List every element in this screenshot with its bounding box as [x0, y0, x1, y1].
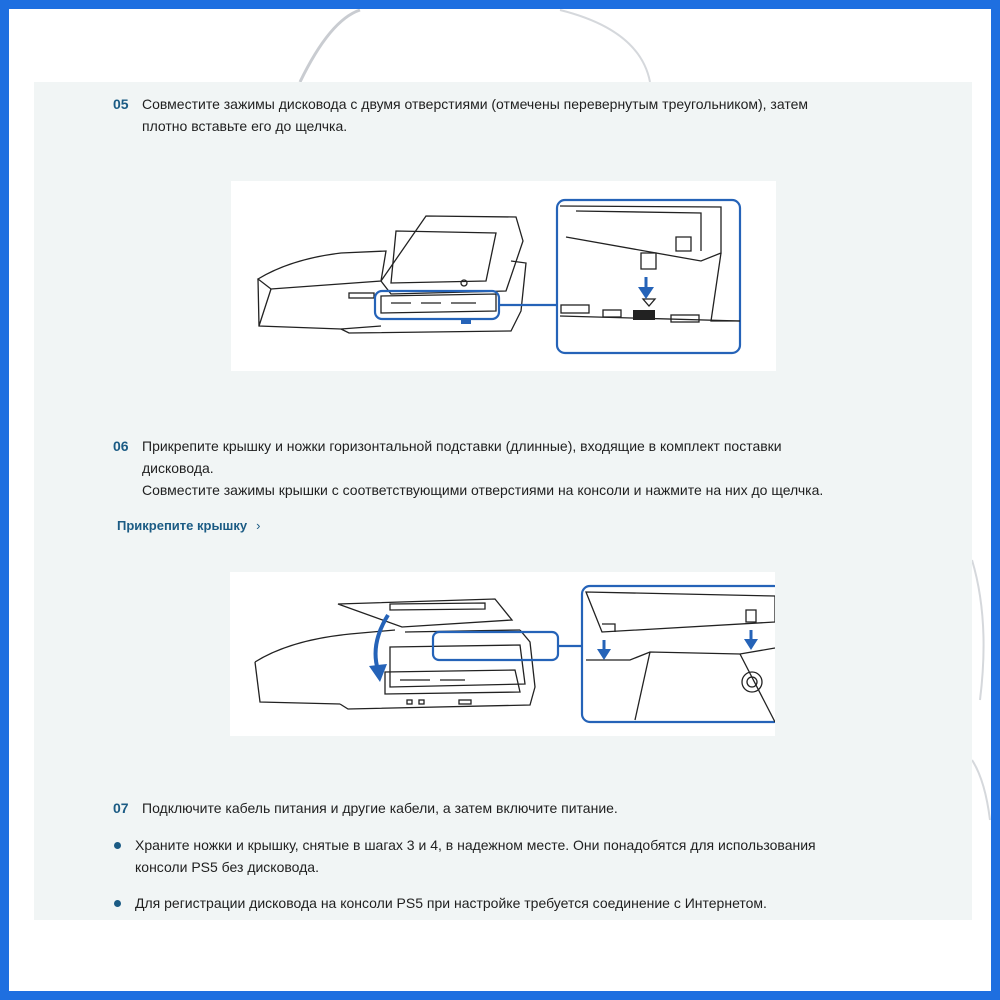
note-line: Для регистрации дисковода на консоли PS5 при настройке требуется соединение с Интернетом.: [135, 895, 767, 911]
bullet-icon: [114, 900, 121, 907]
attach-cover-link[interactable]: [117, 518, 260, 533]
drive-insert-illustration: [231, 181, 776, 371]
chevron-right-icon: ›: [256, 518, 261, 533]
figure-attach-cover: [230, 572, 775, 736]
cover-attach-illustration: [230, 572, 775, 736]
note-line: Храните ножки и крышку, снятые в шагах 3 и 4, в надежном месте. Они понадобятся для использования: [135, 837, 816, 853]
step-text: [142, 435, 823, 501]
step-text: [142, 797, 618, 819]
step-line: Подключите кабель питания и другие кабели, а затем включите питание.: [142, 800, 618, 816]
step-06: [113, 435, 823, 501]
step-line: Совместите зажимы дисковода с двумя отверстиями (отмечены перевернутым треугольником), затем: [142, 96, 808, 112]
note-item: [113, 892, 767, 914]
step-05: [113, 93, 808, 137]
step-number: 07: [113, 800, 129, 816]
step-number: 06: [113, 438, 129, 454]
step-line: плотно вставьте его до щелчка.: [142, 118, 348, 134]
step-text: [142, 93, 808, 137]
step-number: 05: [113, 96, 129, 112]
bullet-icon: [114, 842, 121, 849]
attach-cover-link-label: Прикрепите крышку: [117, 518, 248, 533]
step-line: Совместите зажимы крышки с соответствующими отверстиями на консоли и нажмите на них до щелчка.: [142, 482, 824, 498]
note-item: [113, 834, 816, 878]
figure-insert-drive: [231, 181, 776, 371]
step-line: Прикрепите крышку и ножки горизонтальной подставки (длинные), входящие в комплект поставки: [142, 438, 782, 454]
step-07: [113, 797, 618, 819]
note-line: консоли PS5 без дисковода.: [135, 859, 319, 875]
step-line: дисковода.: [142, 460, 214, 476]
instruction-panel: [34, 82, 972, 920]
